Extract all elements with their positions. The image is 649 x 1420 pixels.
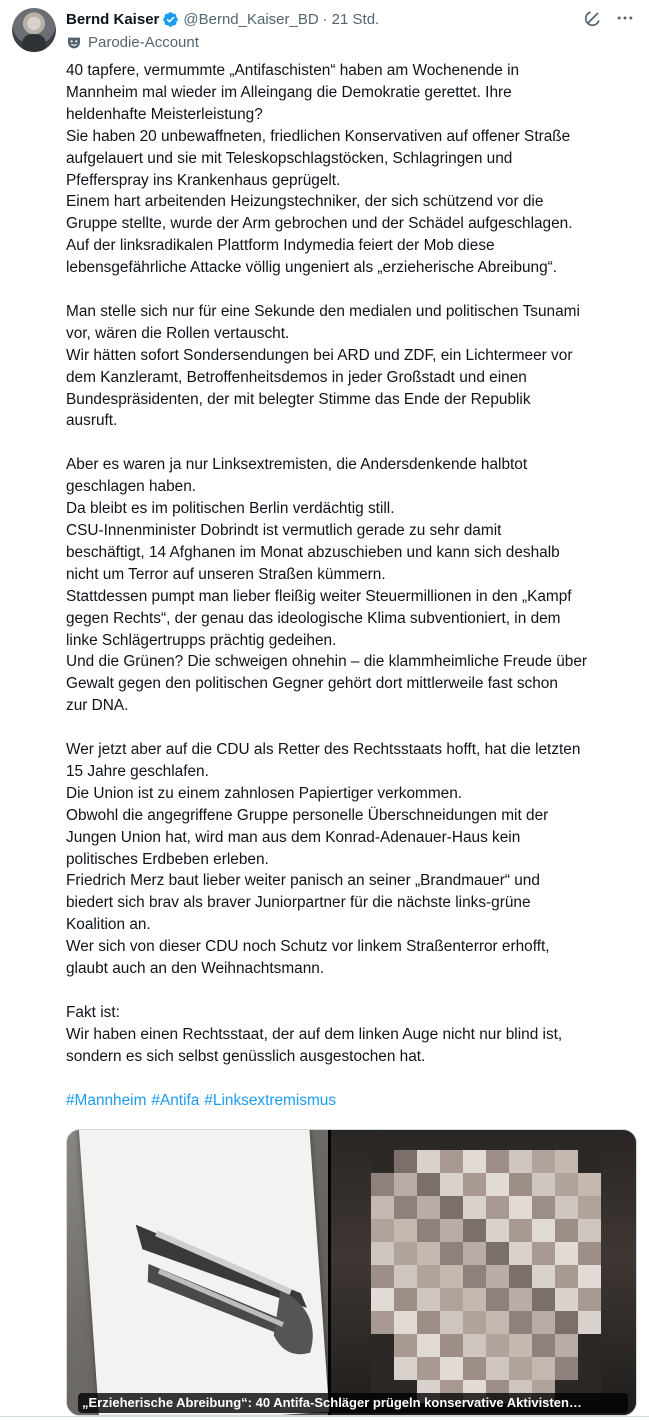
tweet-line: heldenhafte Meisterleistung? bbox=[66, 105, 263, 123]
separator-dot: · bbox=[322, 10, 328, 28]
mosaic-tile bbox=[486, 1265, 509, 1288]
mosaic-tile bbox=[578, 1334, 601, 1357]
mosaic-tile bbox=[394, 1242, 417, 1265]
mosaic-tile bbox=[417, 1173, 440, 1196]
verified-badge-icon bbox=[162, 11, 179, 28]
mosaic-tile bbox=[555, 1219, 578, 1242]
tweet-line: Und die Grünen? Die schweigen ohnehin – die klammheimliche Freude über bbox=[66, 653, 588, 671]
mosaic-tile bbox=[555, 1265, 578, 1288]
tweet-line: sondern es sich selbst genüsslich ausgestochen hat. bbox=[66, 1047, 426, 1065]
tweet-line bbox=[66, 279, 638, 301]
mosaic-tile bbox=[371, 1196, 394, 1219]
tweet-line: Einem hart arbeitenden Heizungstechniker, der sich schützend vor die bbox=[66, 193, 544, 211]
mosaic-tile bbox=[463, 1242, 486, 1265]
mosaic-tile bbox=[371, 1357, 394, 1380]
tweet-line: Auf der linksradikalen Plattform Indymedia feiert der Mob diese bbox=[66, 237, 495, 255]
mosaic-tile bbox=[509, 1265, 532, 1288]
mosaic-tile bbox=[578, 1265, 601, 1288]
mosaic-tile bbox=[486, 1196, 509, 1219]
mosaic-tile bbox=[463, 1196, 486, 1219]
mosaic-tile bbox=[417, 1357, 440, 1380]
mosaic-tile bbox=[578, 1357, 601, 1380]
mosaic-tile bbox=[578, 1219, 601, 1242]
tweet-line: linke Schlägertrupps prächtig gedeihen. bbox=[66, 631, 337, 649]
mosaic-tile bbox=[417, 1334, 440, 1357]
mosaic-tile bbox=[463, 1311, 486, 1334]
tweet-line: aufgelauert und sie mit Teleskopschlagstöcken, Schlagringen und bbox=[66, 149, 513, 167]
tweet-line bbox=[66, 1068, 638, 1090]
mosaic-tile bbox=[532, 1334, 555, 1357]
tweet-line: ausruft. bbox=[66, 412, 118, 430]
tweet-line: Wer sich von dieser CDU noch Schutz vor linkem Straßenterror erhofft, bbox=[66, 938, 550, 956]
mosaic-tile bbox=[440, 1219, 463, 1242]
mosaic-tile bbox=[509, 1311, 532, 1334]
mosaic-tile bbox=[555, 1357, 578, 1380]
mosaic-tile bbox=[555, 1150, 578, 1173]
mosaic-tile bbox=[555, 1173, 578, 1196]
tweet-line: Wer jetzt aber auf die CDU als Retter des Rechtsstaats hofft, hat die letzten bbox=[66, 741, 581, 759]
tweet-line: vor, wären die Rollen vertauscht. bbox=[66, 324, 290, 342]
tweet-line: Stattdessen pumpt man lieber fleißig weiter Steuermillionen in den „Kampf bbox=[66, 587, 572, 605]
tweet-line: Sie haben 20 unbewaffneten, friedlichen Konservativen auf offener Straße bbox=[66, 127, 571, 145]
pixelated-face-photo[interactable] bbox=[331, 1130, 636, 1415]
pixelated-face bbox=[371, 1150, 601, 1415]
mosaic-tile bbox=[440, 1150, 463, 1173]
mosaic-tile bbox=[371, 1288, 394, 1311]
mosaic-tile bbox=[417, 1150, 440, 1173]
xray-sheet bbox=[79, 1129, 329, 1416]
divider bbox=[0, 1416, 649, 1417]
mosaic-tile bbox=[532, 1311, 555, 1334]
tweet-line: Koalition an. bbox=[66, 916, 151, 934]
mosaic-tile bbox=[509, 1334, 532, 1357]
tweet-line: Die Union ist zu einem zahnlosen Papiertiger verkommen. bbox=[66, 784, 463, 802]
tweet-line: biedert sich brav als braver Juniorpartner für die nächste links-grüne bbox=[66, 894, 531, 912]
tweet-line: nicht um Terror auf unseren Straßen kümmern. bbox=[66, 565, 386, 583]
mosaic-tile bbox=[394, 1334, 417, 1357]
mosaic-tile bbox=[555, 1288, 578, 1311]
mosaic-tile bbox=[371, 1265, 394, 1288]
grok-icon[interactable] bbox=[583, 8, 603, 28]
tweet-line: Bundespräsidenten, der mit belegter Stimme das Ende der Republik bbox=[66, 390, 531, 408]
mosaic-tile bbox=[509, 1196, 532, 1219]
tweet-line: 15 Jahre geschlafen. bbox=[66, 762, 209, 780]
tweet-line: Obwohl die angegriffene Gruppe personelle Überschneidungen mit der bbox=[66, 806, 549, 824]
mosaic-tile bbox=[371, 1150, 394, 1173]
tweet-line bbox=[66, 717, 638, 739]
mosaic-tile bbox=[532, 1288, 555, 1311]
avatar[interactable] bbox=[12, 8, 56, 52]
mosaic-tile bbox=[440, 1242, 463, 1265]
mosaic-tile bbox=[463, 1265, 486, 1288]
mosaic-tile bbox=[394, 1288, 417, 1311]
tweet-line: beschäftigt, 14 Afghanen im Monat abzuschieben und kann sich deshalb bbox=[66, 543, 560, 561]
mosaic-tile bbox=[532, 1196, 555, 1219]
mosaic-tile bbox=[371, 1334, 394, 1357]
tweet-line: politisches Erdbeben erleben. bbox=[66, 850, 269, 868]
mosaic-tile bbox=[417, 1196, 440, 1219]
mosaic-tile bbox=[509, 1357, 532, 1380]
tweet-timestamp[interactable]: 21 Std. bbox=[331, 10, 380, 28]
mosaic-tile bbox=[509, 1150, 532, 1173]
mosaic-tile bbox=[509, 1242, 532, 1265]
mosaic-tile bbox=[486, 1311, 509, 1334]
mosaic-tile bbox=[371, 1242, 394, 1265]
mosaic-tile bbox=[463, 1288, 486, 1311]
mosaic-tile bbox=[532, 1242, 555, 1265]
mosaic-tile bbox=[509, 1288, 532, 1311]
mosaic-tile bbox=[532, 1150, 555, 1173]
author-handle[interactable]: @Bernd_Kaiser_BD bbox=[183, 10, 319, 28]
tweet-line: Fakt ist: bbox=[66, 1003, 120, 1021]
mosaic-tile bbox=[371, 1311, 394, 1334]
tweet-media[interactable] bbox=[66, 1129, 637, 1416]
mosaic-tile bbox=[532, 1173, 555, 1196]
mosaic-tile bbox=[440, 1173, 463, 1196]
mosaic-tile bbox=[440, 1311, 463, 1334]
xray-bone-shape bbox=[124, 1182, 326, 1375]
mosaic-tile bbox=[440, 1357, 463, 1380]
tweet-line: Man stelle sich nur für eine Sekunde den medialen und politischen Tsunami bbox=[66, 302, 580, 320]
mosaic-tile bbox=[463, 1173, 486, 1196]
mosaic-tile bbox=[463, 1219, 486, 1242]
tweet-line: 40 tapfere, vermummte „Antifaschisten“ haben am Wochenende in bbox=[66, 62, 520, 79]
tweet-line: Jungen Union hat, wird man aus dem Konrad-Adenauer-Haus kein bbox=[66, 828, 521, 846]
mosaic-tile bbox=[394, 1150, 417, 1173]
tweet-line: Da bleibt es im politischen Berlin verdächtig still. bbox=[66, 500, 395, 518]
mosaic-tile bbox=[394, 1311, 417, 1334]
mosaic-tile bbox=[509, 1219, 532, 1242]
tweet-line: Mannheim mal wieder im Alleingang die Demokratie gerettet. Ihre bbox=[66, 83, 512, 101]
tweet-line: Wir haben einen Rechtsstaat, der auf dem linken Auge nicht nur blind ist, bbox=[66, 1025, 563, 1043]
mosaic-tile bbox=[555, 1311, 578, 1334]
mosaic-tile bbox=[532, 1357, 555, 1380]
tweet-line: zur DNA. bbox=[66, 697, 129, 715]
tweet-line: Friedrich Merz baut lieber weiter panisch an seiner „Brandmauer“ und bbox=[66, 872, 540, 890]
hashtag-link[interactable]: #Linksextremismus bbox=[204, 1091, 337, 1109]
tweet-line: Gewalt gegen den politischen Gegner gehört dort mittlerweile fast schon bbox=[66, 675, 558, 693]
mosaic-tile bbox=[440, 1334, 463, 1357]
author-name[interactable]: Bernd Kaiser bbox=[66, 10, 160, 28]
mosaic-tile bbox=[486, 1242, 509, 1265]
mosaic-tile bbox=[463, 1357, 486, 1380]
mosaic-tile bbox=[463, 1334, 486, 1357]
more-dots-icon[interactable] bbox=[615, 8, 635, 28]
mosaic-tile bbox=[440, 1265, 463, 1288]
tweet-line bbox=[66, 980, 638, 1002]
mosaic-tile bbox=[463, 1150, 486, 1173]
mosaic-tile bbox=[578, 1242, 601, 1265]
parody-label bbox=[66, 34, 199, 51]
mosaic-tile bbox=[578, 1288, 601, 1311]
tweet-text bbox=[66, 60, 638, 1111]
mosaic-tile bbox=[486, 1150, 509, 1173]
mosaic-tile bbox=[555, 1334, 578, 1357]
mosaic-tile bbox=[417, 1219, 440, 1242]
tweet-line: lebensgefährliche Attacke völlig ungeniert als „erzieherische Abreibung“. bbox=[66, 259, 558, 277]
mosaic-tile bbox=[440, 1288, 463, 1311]
tweet-line bbox=[66, 432, 638, 454]
mosaic-tile bbox=[417, 1265, 440, 1288]
mosaic-tile bbox=[578, 1311, 601, 1334]
tweet-line: Wir hätten sofort Sondersendungen bei ARD und ZDF, ein Lichtermeer vor bbox=[66, 346, 573, 364]
mosaic-tile bbox=[509, 1173, 532, 1196]
tweet-line: CSU-Innenminister Dobrindt ist vermutlich gerade zu sehr damit bbox=[66, 522, 502, 539]
mosaic-tile bbox=[486, 1288, 509, 1311]
tweet-line: geschlagen haben. bbox=[66, 478, 197, 496]
mosaic-tile bbox=[371, 1173, 394, 1196]
mosaic-tile bbox=[532, 1265, 555, 1288]
mosaic-tile bbox=[486, 1357, 509, 1380]
mosaic-tile bbox=[486, 1173, 509, 1196]
tweet-line: Pfefferspray ins Krankenhaus geprügelt. bbox=[66, 171, 341, 189]
mosaic-tile bbox=[532, 1219, 555, 1242]
mosaic-tile bbox=[394, 1219, 417, 1242]
tweet-header bbox=[66, 8, 379, 30]
xray-photo[interactable] bbox=[67, 1130, 328, 1415]
mosaic-tile bbox=[394, 1196, 417, 1219]
mosaic-tile bbox=[394, 1265, 417, 1288]
mosaic-tile bbox=[417, 1311, 440, 1334]
hashtag-link[interactable]: #Antifa bbox=[151, 1091, 200, 1109]
hashtag-list bbox=[66, 1090, 638, 1112]
mosaic-tile bbox=[486, 1219, 509, 1242]
tweet-line: gegen Rechts“, der genau das ideologische Klima subventioniert, in dem bbox=[66, 609, 561, 627]
mosaic-tile bbox=[417, 1242, 440, 1265]
mosaic-tile bbox=[578, 1173, 601, 1196]
mosaic-tile bbox=[417, 1288, 440, 1311]
mosaic-tile bbox=[555, 1242, 578, 1265]
tweet-line: Aber es waren ja nur Linksextremisten, die Andersdenkende halbtot bbox=[66, 456, 528, 474]
media-caption[interactable]: „Erzieherische Abreibung“: 40 Antifa-Schläger prügeln konservative Aktivisten… bbox=[78, 1393, 628, 1413]
mosaic-tile bbox=[578, 1196, 601, 1219]
tweet-line: dem Kanzleramt, Betroffenheitsdemos in jeder Großstadt und einen bbox=[66, 368, 527, 386]
tweet-line: Gruppe stellte, wurde der Arm gebrochen und der Schädel aufgeschlagen. bbox=[66, 215, 573, 233]
parody-label-text: Parodie-Account bbox=[88, 34, 199, 51]
tweet-actions-top bbox=[583, 8, 635, 28]
mosaic-tile bbox=[486, 1334, 509, 1357]
mosaic-tile bbox=[555, 1196, 578, 1219]
mosaic-tile bbox=[440, 1196, 463, 1219]
mosaic-tile bbox=[371, 1219, 394, 1242]
mosaic-tile bbox=[578, 1150, 601, 1173]
hashtag-link[interactable]: #Mannheim bbox=[66, 1091, 147, 1109]
mosaic-tile bbox=[394, 1173, 417, 1196]
tweet-line: glaubt auch an den Weihnachtsmann. bbox=[66, 960, 325, 978]
mosaic-tile bbox=[394, 1357, 417, 1380]
parody-mask-icon bbox=[66, 35, 82, 51]
